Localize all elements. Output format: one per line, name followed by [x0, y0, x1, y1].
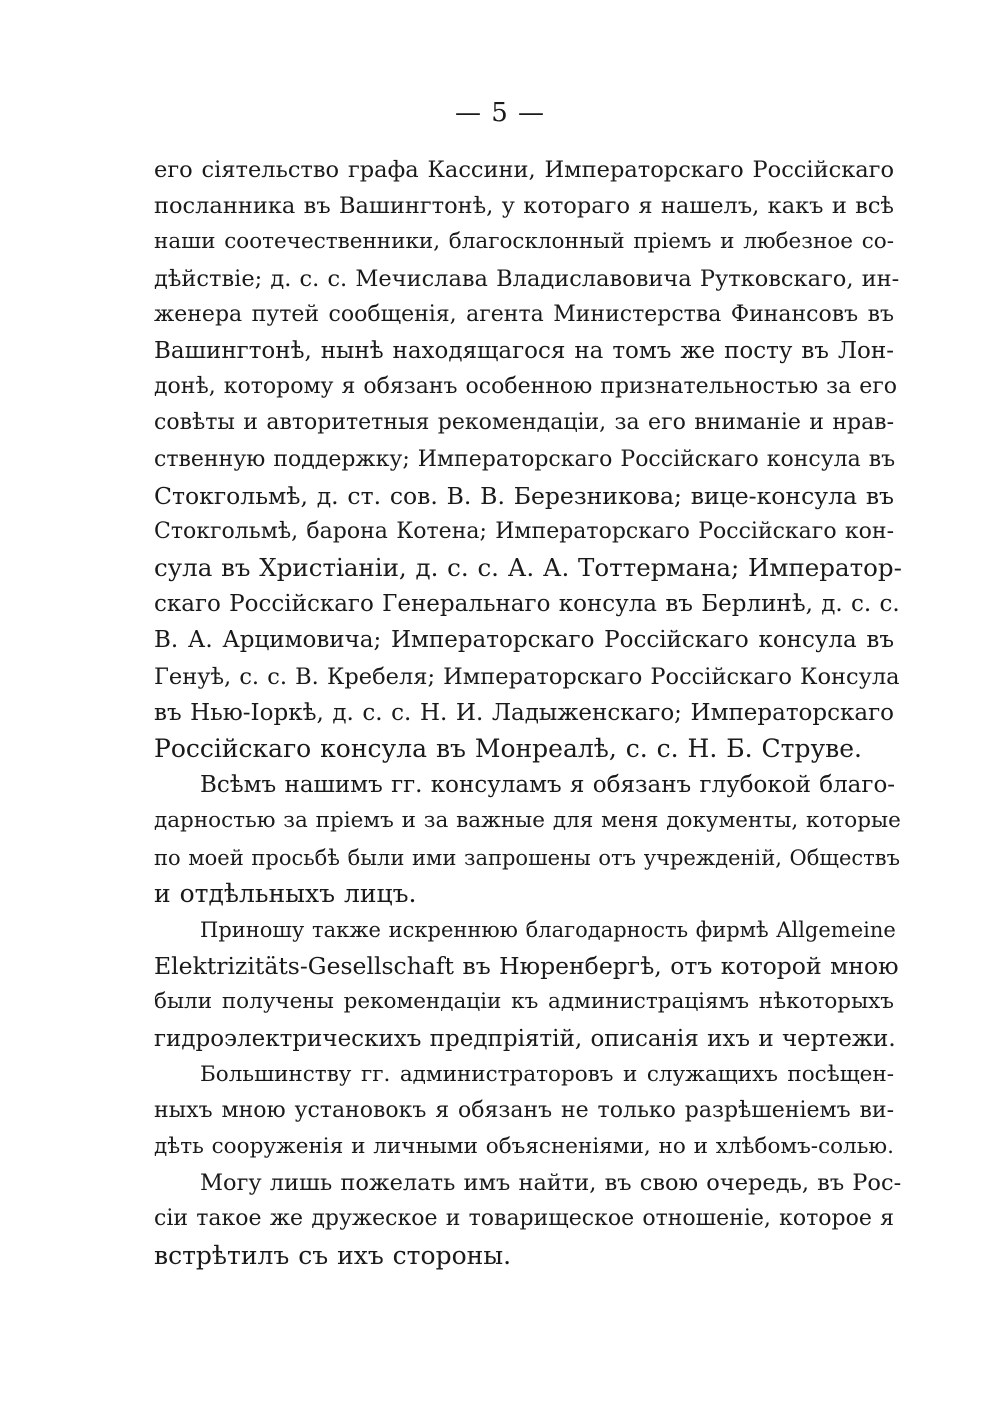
text-line: дѣть сооруженія и личными объясненіями, но и хлѣбомъ-солью.: [154, 1134, 894, 1160]
text-line: ныхъ мною установокъ я обязанъ не только разрѣшеніемъ ви-: [154, 1097, 894, 1123]
text-line: дарностью за пріемъ и за важные для меня документы, которые: [154, 808, 901, 834]
text-line: Генуѣ, с. с. В. Кребеля; Императорскаго Россійскаго Консула: [154, 663, 900, 690]
text-line: гидроэлектрическихъ предпріятій, описанія ихъ и чертежи.: [154, 1025, 896, 1052]
text-line: Приношу также искреннюю благодарность фирмѣ Allgemeine: [200, 917, 896, 942]
text-line: были получены рекомендаціи къ администраціямъ нѣкоторыхъ: [154, 989, 894, 1015]
text-line: по моей просьбѣ были ими запрошены отъ учрежденій, Обществъ: [154, 845, 900, 870]
text-line: Стокгольмѣ, барона Котена; Императорскаго Россійскаго кон-: [154, 518, 894, 544]
text-line: Всѣмъ нашимъ гг. консуламъ я обязанъ глубокой благо-: [200, 772, 896, 799]
text-line: и отдѣльныхъ лицъ.: [154, 878, 417, 908]
text-line: сіи такое же дружеское и товарищеское отношеніе, которое я: [154, 1206, 894, 1232]
text-line: Стокгольмѣ, д. ст. сов. В. В. Березникова; вице-консула въ: [154, 481, 894, 510]
text-line: наши соотечественники, благосклонный пріемъ и любезное со-: [154, 229, 894, 255]
text-line: посланника въ Вашингтонѣ, у котораго я нашелъ, какъ и всѣ: [154, 193, 894, 220]
body-text: [154, 152, 902, 1274]
text-line: Elektrizitäts-Gesellschaft въ Нюренбергѣ, отъ которой мною: [154, 952, 899, 981]
text-line: дѣйствіе; д. с. с. Мечислава Владиславовича Рутковскаго, ин-: [154, 265, 900, 292]
text-line: совѣты и авторитетныя рекомендаціи, за его вниманіе и нрав-: [154, 410, 894, 436]
text-line: скаго Россійскаго Генеральнаго консула въ Берлинѣ, д. с. с.: [154, 591, 900, 618]
text-line: Вашингтонѣ, нынѣ находящагося на томъ же посту въ Лон-: [154, 337, 894, 364]
text-line: встрѣтилъ съ ихъ стороны.: [154, 1240, 512, 1270]
text-line: Большинству гг. администраторовъ и служащихъ посѣщен-: [200, 1061, 894, 1087]
text-line: сула въ Христіаніи, д. с. с. А. А. Тоттермана; Император-: [154, 553, 902, 583]
text-line: Россійскаго консула въ Монреалѣ, с. с. Н. Б. Струве.: [154, 734, 862, 763]
text-line: Могу лишь пожелать имъ найти, въ свою очередь, въ Рос-: [200, 1170, 902, 1197]
text-line: въ Нью-Іоркѣ, д. с. с. Н. И. Ладыженскаго; Императорскаго: [154, 699, 894, 726]
text-line: В. А. Арцимовича; Императорскаго Россійскаго консула въ: [154, 627, 894, 654]
text-line: женера путей сообщенія, агента Министерства Финансовъ въ: [154, 301, 894, 327]
text-line: донѣ, которому я обязанъ особенною признательностью за его: [154, 374, 898, 400]
page-number: — 5 —: [454, 98, 546, 128]
text-line: ственную поддержку; Императорскаго Россійскаго консула въ: [154, 446, 896, 472]
text-line: его сіятельство графа Кассини, Императорскаго Россійскаго: [154, 157, 894, 183]
